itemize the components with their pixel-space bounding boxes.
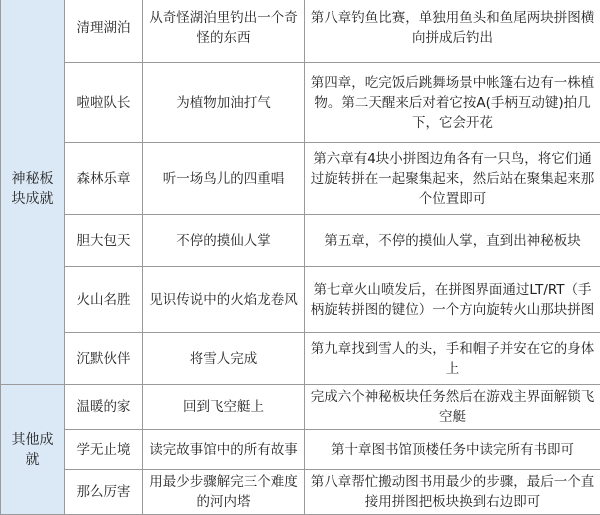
table-row [1, 333, 600, 385]
achievement-name: 胆大包天 [65, 215, 143, 267]
achievement-hint: 第十章图书馆顶楼任务中读完所有书即可 [305, 430, 600, 470]
achievement-hint: 第六章有4块小拼图边角各有一只鸟，将它们通过旋转拼在一起聚集起来，然后站在聚集起来那个位置即可 [305, 143, 600, 215]
achievement-name: 啦啦队长 [65, 63, 143, 143]
achievement-description: 读完故事馆中的所有故事 [143, 430, 305, 470]
table-row [1, 470, 600, 515]
table-row [1, 215, 600, 267]
group-label-mystery: 神秘板块成就 [1, 0, 65, 385]
achievement-name: 清理湖泊 [65, 0, 143, 63]
achievement-name: 火山名胜 [65, 267, 143, 333]
achievement-hint: 完成六个神秘板块任务然后在游戏主界面解锁飞空艇 [305, 385, 600, 430]
achievement-description: 用最少步骤解完三个难度的河内塔 [143, 470, 305, 515]
achievement-name: 温暖的家 [65, 385, 143, 430]
achievement-description: 听一场鸟儿的四重唱 [143, 143, 305, 215]
achievement-name: 森林乐章 [65, 143, 143, 215]
achievement-name: 沉默伙伴 [65, 333, 143, 385]
table-row [1, 267, 600, 333]
achievement-description: 不停的摸仙人掌 [143, 215, 305, 267]
table-row [1, 0, 600, 63]
achievement-description: 从奇怪湖泊里钓出一个奇怪的东西 [143, 0, 305, 63]
achievement-hint: 第七章火山喷发后，在拼图界面通过LT/RT（手柄旋转拼图的键位）一个方向旋转火山那块拼图 [305, 267, 600, 333]
table-row [1, 143, 600, 215]
table-row [1, 430, 600, 470]
table-row [1, 63, 600, 143]
achievement-hint: 第八章钓鱼比赛，单独用鱼头和鱼尾两块拼图横向拼成后钓出 [305, 0, 600, 63]
achievement-description: 为植物加油打气 [143, 63, 305, 143]
achievement-hint: 第四章，吃完饭后跳舞场景中帐篷右边有一株植物。第二天醒来后对着它按A(手柄互动键)拍几下，它会开花 [305, 63, 600, 143]
achievement-name: 那么厉害 [65, 470, 143, 515]
achievement-hint: 第五章，不停的摸仙人掌，直到出神秘板块 [305, 215, 600, 267]
table-row [1, 385, 600, 430]
achievement-hint: 第九章找到雪人的头，手和帽子并安在它的身体上 [305, 333, 600, 385]
achievement-description: 将雪人完成 [143, 333, 305, 385]
achievement-hint: 第八章帮忙搬动图书用最少的步骤，最后一个直接用拼图把板块换到右边即可 [305, 470, 600, 515]
group-label-other: 其他成就 [1, 385, 65, 515]
achievement-description: 回到飞空艇上 [143, 385, 305, 430]
achievement-name: 学无止境 [65, 430, 143, 470]
achievement-description: 见识传说中的火焰龙卷风 [143, 267, 305, 333]
